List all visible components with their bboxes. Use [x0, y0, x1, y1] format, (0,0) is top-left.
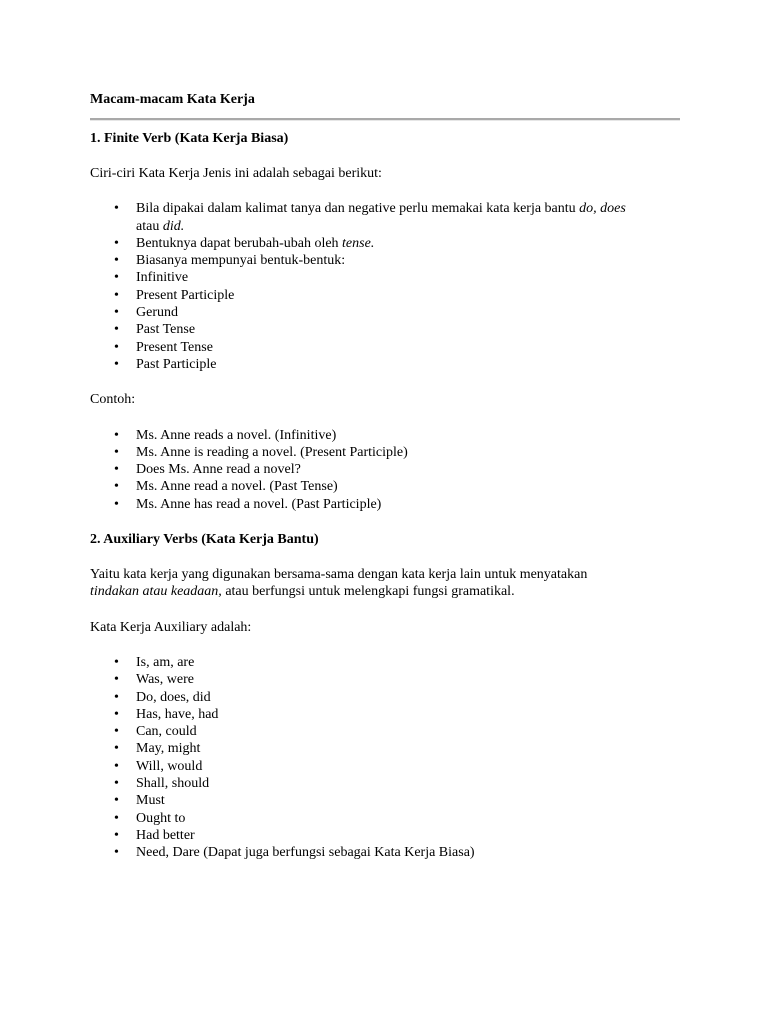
bullet-icon: • — [114, 741, 119, 757]
list-item: • Present Participle — [114, 287, 235, 303]
list-item: • Ms. Anne is reading a novel. (Present Participle) — [114, 444, 408, 460]
bullet-icon: • — [114, 201, 119, 217]
section-1-heading: 1. Finite Verb (Kata Kerja Biasa) — [90, 131, 289, 146]
list-item: • Present Tense — [114, 339, 213, 355]
list-item: • Ought to — [114, 810, 186, 826]
examples-list — [90, 427, 680, 513]
bullet-icon: • — [114, 427, 119, 443]
list-item: • Is, am, are — [114, 654, 195, 670]
bullet-icon: • — [114, 339, 119, 355]
bullet-icon: • — [114, 758, 119, 774]
list-item: • Ms. Anne read a novel. (Past Tense) — [114, 479, 338, 495]
section-1-intro: Ciri-ciri Kata Kerja Jenis ini adalah sebagai berikut: — [90, 166, 382, 181]
bullet-icon: • — [114, 462, 119, 478]
list-item: • Bila dipakai dalam kalimat tanya dan negative perlu memakai kata kerja bantu do, does atau did. — [114, 201, 626, 234]
list-item: • Bentuknya dapat berubah-ubah oleh tense. — [114, 235, 375, 251]
bullet-icon: • — [114, 305, 119, 321]
list-item: • Past Participle — [114, 356, 217, 372]
list-item: • Does Ms. Anne read a novel? — [114, 462, 301, 478]
list-item: • Must — [114, 793, 165, 809]
list-item: • Infinitive — [114, 270, 189, 286]
section-2-heading: 2. Auxiliary Verbs (Kata Kerja Bantu) — [90, 532, 319, 548]
list-item: • Need, Dare (Dapat juga berfungsi sebagai Kata Kerja Biasa) — [114, 845, 475, 861]
bullet-icon: • — [114, 287, 119, 303]
auxiliary-list-label: Kata Kerja Auxiliary adalah: — [90, 619, 252, 635]
bullet-icon: • — [114, 322, 119, 338]
list-item: • Had better — [114, 827, 195, 843]
bullet-icon: • — [114, 776, 119, 792]
list-item: • Past Tense — [114, 322, 196, 338]
document-page — [90, 91, 680, 862]
list-item: • Biasanya mempunyai bentuk-bentuk: — [114, 253, 346, 269]
list-item: • Was, were — [114, 672, 194, 688]
list-item: • Ms. Anne has read a novel. (Past Participle) — [114, 496, 382, 512]
list-item: • Has, have, had — [114, 706, 219, 722]
section-2-description: Yaitu kata kerja yang digunakan bersama-sama dengan kata kerja lain untuk menyatakan tindakan atau keadaan, atau berfungsi untuk melengkapi fungsi gramatikal. — [90, 567, 588, 600]
bullet-icon: • — [114, 706, 119, 722]
list-item: • Ms. Anne reads a novel. (Infinitive) — [114, 427, 337, 443]
bullet-icon: • — [114, 356, 119, 372]
list-item: • Shall, should — [114, 776, 210, 792]
bullet-icon: • — [114, 672, 119, 688]
list-item: • Will, would — [114, 758, 203, 774]
list-item: • May, might — [114, 741, 201, 757]
bullet-icon: • — [114, 724, 119, 740]
list-item: • Gerund — [114, 305, 178, 321]
bullet-icon: • — [114, 496, 119, 512]
bullet-icon: • — [114, 810, 119, 826]
list-item: • Do, does, did — [114, 689, 211, 705]
bullet-icon: • — [114, 845, 119, 861]
bullet-icon: • — [114, 793, 119, 809]
bullet-icon: • — [114, 235, 119, 251]
bullet-icon: • — [114, 479, 119, 495]
title-divider — [90, 118, 680, 121]
document-title: Macam-macam Kata Kerja — [90, 92, 255, 107]
bullet-icon: • — [114, 827, 119, 843]
auxiliary-list — [90, 654, 680, 862]
bullet-icon: • — [114, 654, 119, 670]
example-label: Contoh: — [90, 392, 136, 408]
bullet-icon: • — [114, 270, 119, 286]
bullet-icon: • — [114, 444, 119, 460]
characteristics-list — [90, 200, 680, 373]
bullet-icon: • — [114, 253, 119, 269]
list-item: • Can, could — [114, 724, 197, 740]
bullet-icon: • — [114, 689, 119, 705]
